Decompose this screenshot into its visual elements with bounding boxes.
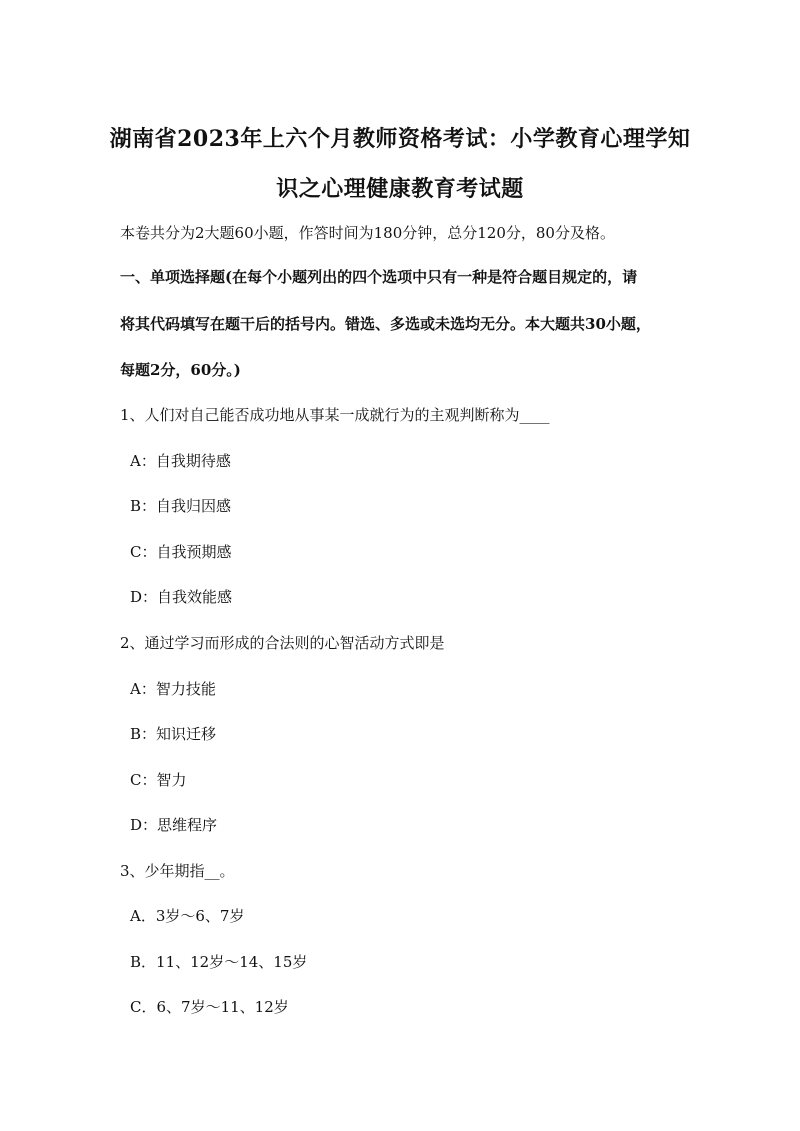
intro-text: 本卷共分为2大题60小题，作答时间为180分钟，总分120分，80分及格。 [120, 224, 615, 242]
question-3-option-b: B．11、12岁～14、15岁 [130, 953, 308, 971]
question-3-option-c: C．6、7岁～11、12岁 [130, 998, 289, 1016]
section-heading-line-3: 每题2分，60分。) [120, 361, 241, 379]
section-heading-line-1: 一、单项选择题(在每个小题列出的四个选项中只有一种是符合题目规定的，请 [120, 268, 638, 286]
question-1-option-a: A：自我期待感 [130, 452, 231, 470]
question-1-option-c: C：自我预期感 [130, 543, 232, 561]
doc-title-line-2: 识之心理健康教育考试题 [276, 176, 524, 202]
section-heading-line-2: 将其代码填写在题干后的括号内。错选、多选或未选均无分。本大题共30小题， [120, 315, 651, 333]
question-2-option-d: D：思维程序 [130, 816, 218, 834]
question-2-option-b: B：知识迁移 [130, 725, 217, 743]
question-1-stem: 1、人们对自己能否成功地从事某一成就行为的主观判断称为____ [120, 406, 550, 424]
question-2-option-c: C：智力 [130, 771, 187, 789]
question-3-option-a: A．3岁～6、7岁 [130, 907, 245, 925]
question-2-option-a: A：智力技能 [130, 680, 216, 698]
doc-title-line-1: 湖南省2023年上六个月教师资格考试：小学教育心理学知 [109, 126, 691, 152]
question-2-stem: 2、通过学习而形成的合法则的心智活动方式即是 [120, 634, 445, 652]
question-3-stem: 3、少年期指__。 [120, 862, 235, 880]
question-1-option-d: D：自我效能感 [130, 588, 233, 606]
question-1-option-b: B：自我归因感 [130, 497, 232, 515]
